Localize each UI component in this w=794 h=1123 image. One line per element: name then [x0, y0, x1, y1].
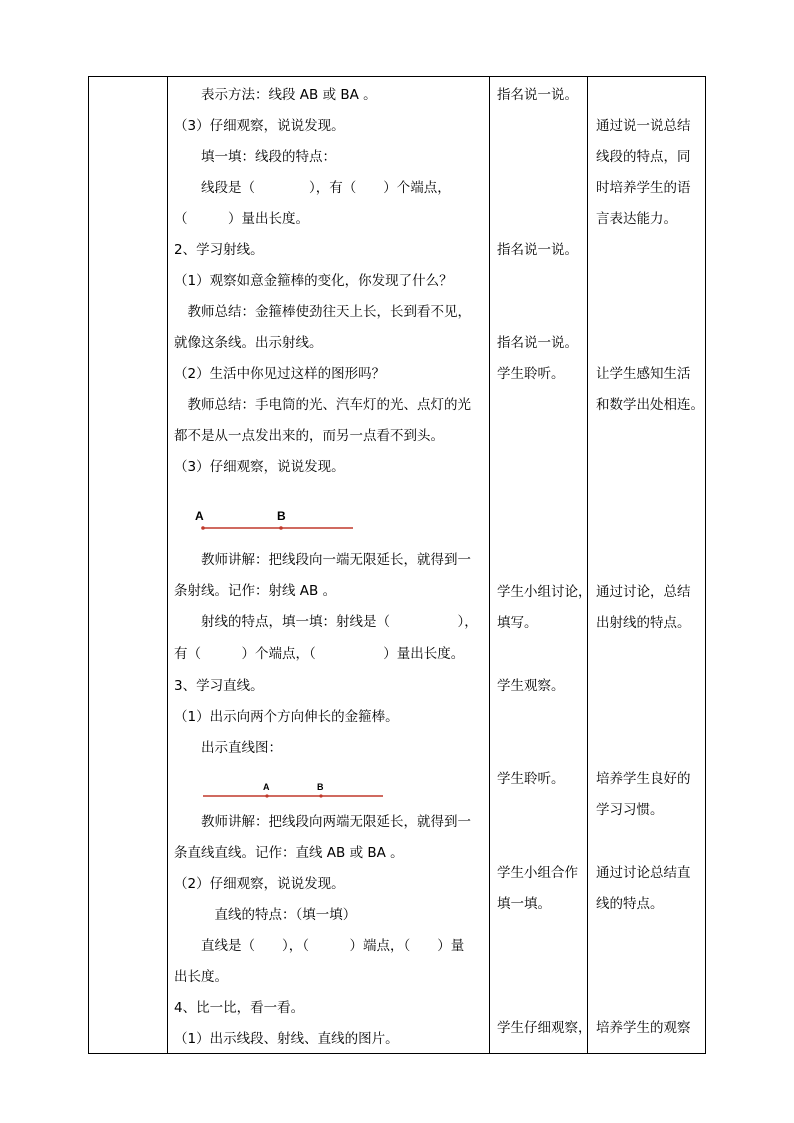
student-activity: 学生仔细观察， [497, 1020, 592, 1036]
line-point-a [265, 794, 268, 797]
student-activity: 学生聆听。 [497, 366, 565, 382]
ray-point-b [279, 526, 283, 530]
process-line: 条直线直线。记作：直线 AB 或 BA 。 [174, 845, 404, 861]
student-activity: 填写。 [497, 615, 538, 631]
process-line: 教师讲解：把线段向两端无限延长，就得到一 [174, 814, 471, 830]
line-point-a-label: A [263, 782, 270, 792]
section-heading: 4、比一比，看一看。 [174, 1000, 305, 1016]
student-activity: 填一填。 [497, 896, 551, 912]
process-line: （2）生活中你见过这样的图形吗？ [174, 366, 386, 382]
line-point-b [319, 794, 322, 797]
line-point-b-label: B [317, 782, 324, 792]
straight-line-figure [201, 779, 387, 801]
column-divider-3 [587, 77, 588, 1053]
process-line: 出长度。 [174, 969, 228, 985]
process-line: 射线的特点，填一填：射线是（ ）， [174, 614, 478, 630]
design-intent: 线段的特点，同 [596, 149, 691, 165]
process-line: 教师总结：手电筒的光、汽车灯的光、点灯的光 [174, 397, 471, 413]
section-heading: 3、学习直线。 [174, 678, 264, 694]
process-line: （3）仔细观察，说说发现。 [174, 118, 345, 134]
design-intent: 出射线的特点。 [596, 615, 691, 631]
process-line: 线段是（ ），有（ ）个端点， [174, 180, 451, 196]
student-activity: 学生小组合作 [497, 865, 578, 881]
student-activity: 指名说一说。 [497, 335, 578, 351]
process-line: 直线是（ ），（ ）端点，（ ）量 [174, 938, 465, 954]
column-divider-1 [167, 77, 168, 1053]
process-line: （1）出示线段、射线、直线的图片。 [174, 1031, 399, 1047]
student-activity: 指名说一说。 [497, 87, 578, 103]
process-line: 表示方法：线段 AB 或 BA 。 [174, 87, 377, 103]
design-intent: 线的特点。 [596, 896, 664, 912]
section-heading: 2、学习射线。 [174, 242, 264, 258]
student-activity: 学生观察。 [497, 678, 565, 694]
student-activity: 指名说一说。 [497, 242, 578, 258]
process-line: 出示直线图： [174, 740, 282, 756]
process-line: （1）出示向两个方向伸长的金箍棒。 [174, 709, 399, 725]
process-line: 直线的特点：（填一填） [174, 907, 357, 923]
lesson-plan-table [88, 76, 706, 1054]
ray-figure [193, 507, 363, 533]
design-intent: 时培养学生的语 [596, 180, 691, 196]
design-intent: 通过讨论，总结 [596, 584, 691, 600]
design-intent: 学习习惯。 [596, 802, 664, 818]
student-activity: 学生小组讨论， [497, 584, 592, 600]
design-intent: 让学生感知生活 [596, 366, 691, 382]
design-intent: 培养学生的观察 [596, 1020, 691, 1036]
process-line: 就像这条线。出示射线。 [174, 335, 323, 351]
ray-point-b-label: B [277, 509, 286, 523]
process-line: 教师总结：金箍棒使劲往天上长，长到看不见， [174, 304, 471, 320]
process-line: 教师讲解：把线段向一端无限延长，就得到一 [174, 552, 471, 568]
process-line: 条射线。记作：射线 AB 。 [174, 583, 337, 599]
design-intent: 和数学出处相连。 [596, 397, 704, 413]
student-activity: 学生聆听。 [497, 771, 565, 787]
design-intent: 通过讨论总结直 [596, 865, 691, 881]
design-intent: 通过说一说总结 [596, 118, 691, 134]
process-line: （3）仔细观察，说说发现。 [174, 459, 345, 475]
process-line: （2）仔细观察，说说发现。 [174, 876, 345, 892]
ray-point-a-label: A [195, 509, 204, 523]
ray-point-a [201, 526, 205, 530]
process-line: 有（ ）个端点，（ ）量出长度。 [174, 646, 465, 662]
design-intent: 培养学生良好的 [596, 771, 691, 787]
process-line: 填一填：线段的特点： [174, 149, 336, 165]
design-intent: 言表达能力。 [596, 211, 677, 227]
process-line: （ ）量出长度。 [174, 211, 309, 227]
process-line: （1）观察如意金箍棒的变化，你发现了什么？ [174, 273, 453, 289]
column-divider-2 [489, 77, 490, 1053]
process-line: 都不是从一点发出来的，而另一点看不到头。 [174, 428, 444, 444]
